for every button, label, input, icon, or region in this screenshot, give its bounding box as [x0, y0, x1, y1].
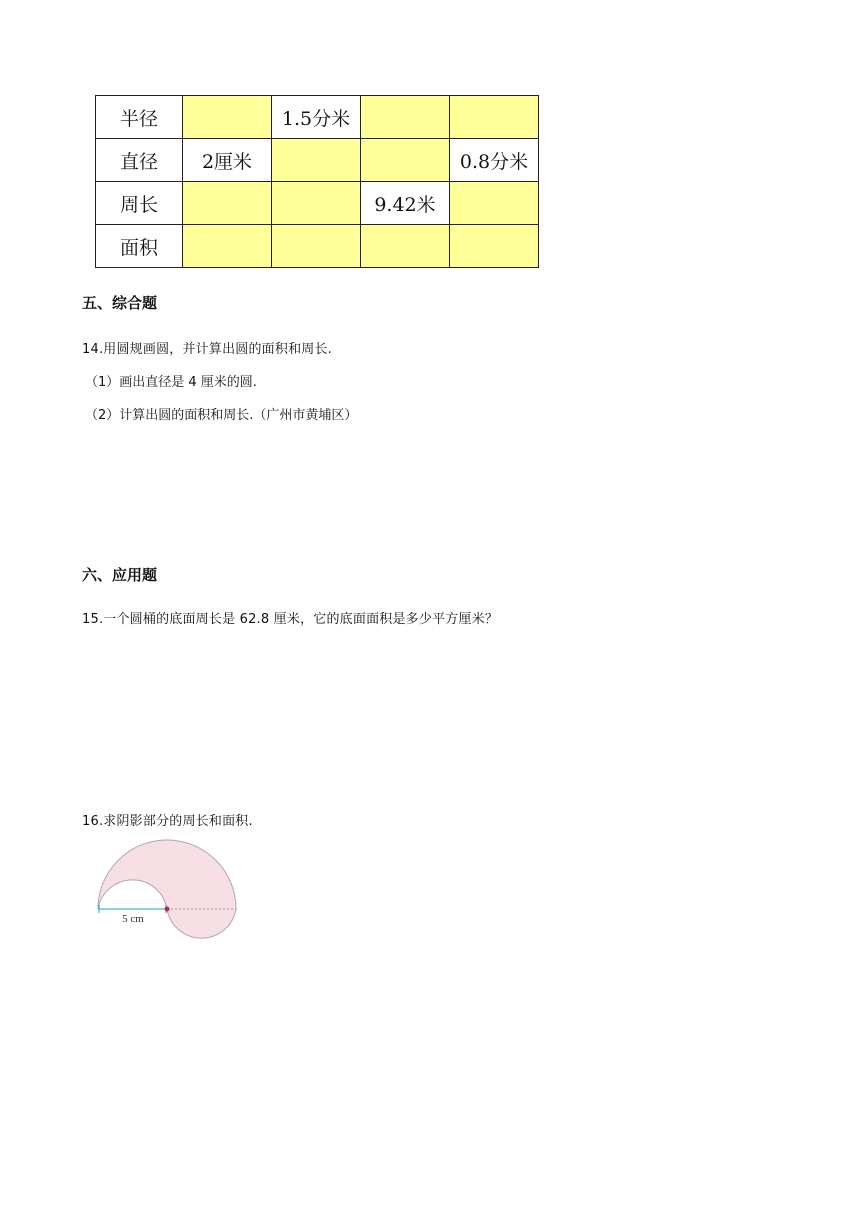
question-15-stem: 15.一个圆桶的底面周长是 62.8 厘米，它的底面面积是多少平方厘米？ — [82, 612, 499, 627]
table-cell — [450, 96, 539, 139]
table-cell: 1.5分米 — [272, 96, 361, 139]
row-header: 半径 — [96, 96, 183, 139]
section-title: 六、应用题 — [82, 566, 158, 584]
table-cell — [361, 225, 450, 268]
row-header: 周长 — [96, 182, 183, 225]
table-cell — [361, 139, 450, 182]
shaded-region-figure — [96, 838, 244, 950]
question-14-part-1: （1）画出直径是 4 厘米的圆. — [85, 375, 257, 390]
circle-data-table — [95, 95, 539, 268]
table-row — [96, 225, 539, 268]
table-cell — [272, 182, 361, 225]
table-row — [96, 182, 539, 225]
table-cell — [183, 225, 272, 268]
question-14-stem: 14.用圆规画圆，并计算出圆的面积和周长. — [82, 342, 333, 357]
row-header: 直径 — [96, 139, 183, 182]
row-header: 面积 — [96, 225, 183, 268]
table-cell — [450, 182, 539, 225]
table-cell: 2厘米 — [183, 139, 272, 182]
table-cell — [183, 182, 272, 225]
table-cell — [361, 96, 450, 139]
dimension-label: 5 cm — [122, 913, 144, 925]
table-cell: 0.8分米 — [450, 139, 539, 182]
center-dot — [165, 907, 170, 912]
table-cell — [450, 225, 539, 268]
table-cell: 9.42米 — [361, 182, 450, 225]
shaded-region-svg — [96, 838, 244, 946]
table-row — [96, 139, 539, 182]
question-14-part-2: （2）计算出圆的面积和周长.（广州市黄埔区） — [85, 408, 358, 423]
table-row — [96, 96, 539, 139]
table-cell — [272, 225, 361, 268]
table-cell — [272, 139, 361, 182]
question-16-stem: 16.求阴影部分的周长和面积. — [82, 814, 253, 829]
table-cell — [183, 96, 272, 139]
section-title: 五、综合题 — [82, 294, 158, 312]
